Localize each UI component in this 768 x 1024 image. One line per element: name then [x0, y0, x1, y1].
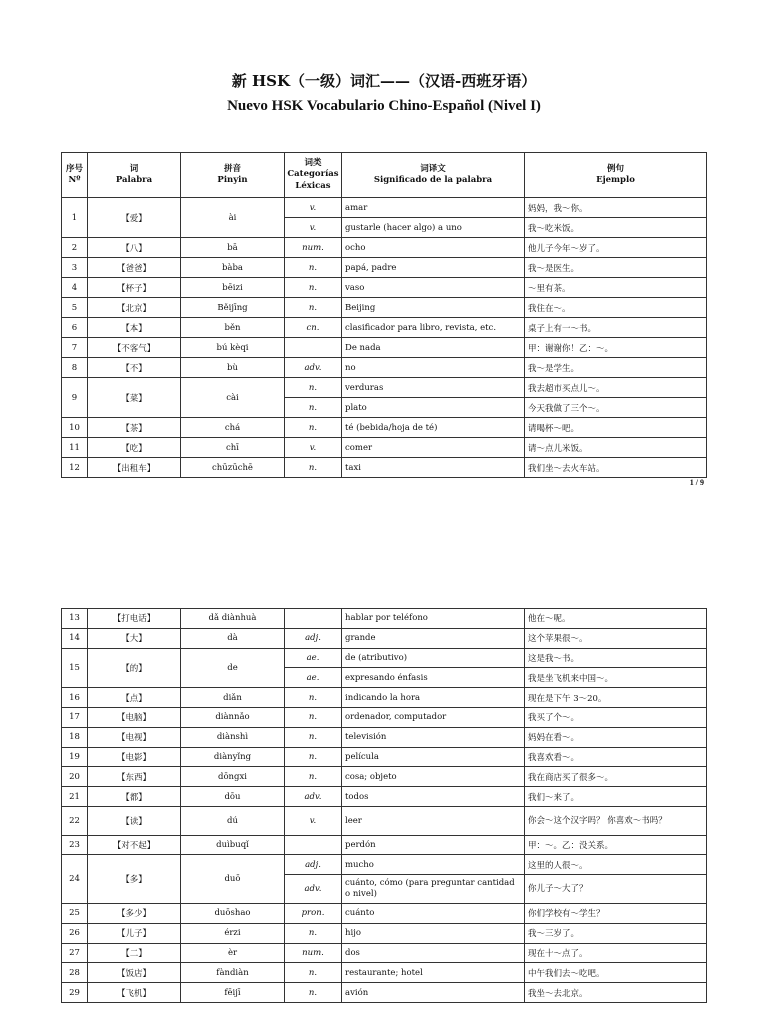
- entry-meaning: indicando la hora: [342, 688, 525, 708]
- entry-pinyin: èr: [181, 943, 285, 963]
- entry-number: 16: [62, 688, 88, 708]
- entry-meaning: leer: [342, 806, 525, 835]
- entry-meaning: de (atributivo): [342, 648, 525, 668]
- table-row: [62, 963, 707, 983]
- entry-category: adv.: [285, 787, 342, 807]
- entry-pinyin: bú kèqi: [181, 338, 285, 358]
- table-row: [62, 338, 707, 358]
- header-pinyin: 拼音 Pinyin: [181, 153, 285, 198]
- entry-meaning: mucho: [342, 855, 525, 875]
- entry-example: 我～三岁了。: [525, 923, 707, 943]
- document-title-chinese: 新 HSK（一级）词汇——（汉语-西班牙语）: [231, 72, 537, 90]
- entry-word: 【打电话】: [88, 609, 181, 629]
- table-row: [62, 358, 707, 378]
- entry-example: 我是坐飞机来中国～。: [525, 668, 707, 688]
- entry-meaning: televisión: [342, 727, 525, 747]
- entry-word: 【儿子】: [88, 923, 181, 943]
- entry-pinyin: diànshì: [181, 727, 285, 747]
- entry-meaning: taxi: [342, 458, 525, 478]
- entry-number: 2: [62, 238, 88, 258]
- entry-number: 7: [62, 338, 88, 358]
- entry-example: 他在～呢。: [525, 609, 707, 629]
- entry-number: 14: [62, 628, 88, 648]
- table-row: [62, 298, 707, 318]
- table-row: [62, 707, 707, 727]
- entry-example: 我去超市买点儿～。: [525, 378, 707, 398]
- entry-meaning: gustarle (hacer algo) a uno: [342, 218, 525, 238]
- entry-category: n.: [285, 983, 342, 1003]
- entry-pinyin: bēizi: [181, 278, 285, 298]
- entry-example: 中午我们去～吃吧。: [525, 963, 707, 983]
- entry-word: 【电影】: [88, 747, 181, 767]
- entry-word: 【电脑】: [88, 707, 181, 727]
- entry-word: 【本】: [88, 318, 181, 338]
- entry-number: 9: [62, 378, 88, 418]
- entry-meaning: cuánto, cómo (para preguntar cantidad o nivel): [342, 875, 525, 904]
- table-row: [62, 688, 707, 708]
- entry-category: n.: [285, 458, 342, 478]
- entry-example: 我坐～去北京。: [525, 983, 707, 1003]
- header-category: 词类 Categorías Léxicas: [285, 153, 342, 198]
- entry-number: 3: [62, 258, 88, 278]
- table-row: [62, 855, 707, 875]
- table-row: [62, 628, 707, 648]
- entry-category: num.: [285, 238, 342, 258]
- table-row: [62, 903, 707, 923]
- entry-example: 我喜欢看～。: [525, 747, 707, 767]
- entry-meaning: no: [342, 358, 525, 378]
- table-row: [62, 923, 707, 943]
- entry-category: n.: [285, 767, 342, 787]
- entry-meaning: té (bebida/hoja de té): [342, 418, 525, 438]
- entry-example: 这是我～书。: [525, 648, 707, 668]
- entry-pinyin: bàba: [181, 258, 285, 278]
- entry-meaning: hijo: [342, 923, 525, 943]
- entry-category: n.: [285, 258, 342, 278]
- entry-pinyin: dà: [181, 628, 285, 648]
- table-row: [62, 318, 707, 338]
- document-title-spanish: Nuevo HSK Vocabulario Chino-Español (Nivel I): [227, 98, 541, 114]
- entry-pinyin: cài: [181, 378, 285, 418]
- page-number: 1 / 9: [689, 478, 704, 487]
- entry-category: n.: [285, 688, 342, 708]
- entry-pinyin: Běijīng: [181, 298, 285, 318]
- entry-word: 【爸爸】: [88, 258, 181, 278]
- entry-number: 10: [62, 418, 88, 438]
- table-row: [62, 609, 707, 629]
- entry-number: 25: [62, 903, 88, 923]
- entry-category: n.: [285, 398, 342, 418]
- entry-category: n.: [285, 278, 342, 298]
- entry-pinyin: dōngxi: [181, 767, 285, 787]
- entry-pinyin: bā: [181, 238, 285, 258]
- entry-example: 我们坐～去火车站。: [525, 458, 707, 478]
- entry-category: pron.: [285, 903, 342, 923]
- entry-number: 18: [62, 727, 88, 747]
- entry-category: [285, 835, 342, 855]
- entry-example: 你们学校有～学生？: [525, 903, 707, 923]
- entry-category: v.: [285, 806, 342, 835]
- table-row: [62, 983, 707, 1003]
- entry-example: 桌子上有一～书。: [525, 318, 707, 338]
- entry-number: 28: [62, 963, 88, 983]
- entry-example: 甲：～。乙：没关系。: [525, 835, 707, 855]
- entry-pinyin: fēijī: [181, 983, 285, 1003]
- vocabulary-table-page-1: [61, 152, 707, 478]
- entry-pinyin: ài: [181, 198, 285, 238]
- entry-meaning: verduras: [342, 378, 525, 398]
- entry-category: [285, 338, 342, 358]
- entry-category: n.: [285, 747, 342, 767]
- entry-meaning: plato: [342, 398, 525, 418]
- entry-number: 23: [62, 835, 88, 855]
- entry-category: v.: [285, 218, 342, 238]
- entry-category: n.: [285, 418, 342, 438]
- entry-number: 27: [62, 943, 88, 963]
- entry-category: adj.: [285, 628, 342, 648]
- entry-number: 5: [62, 298, 88, 318]
- entry-word: 【杯子】: [88, 278, 181, 298]
- entry-word: 【多】: [88, 855, 181, 904]
- entry-category: adv.: [285, 875, 342, 904]
- entry-number: 4: [62, 278, 88, 298]
- entry-number: 22: [62, 806, 88, 835]
- entry-meaning: ordenador, computador: [342, 707, 525, 727]
- table-row: [62, 806, 707, 835]
- entry-meaning: cosa; objeto: [342, 767, 525, 787]
- entry-meaning: expresando énfasis: [342, 668, 525, 688]
- entry-category: ae.: [285, 668, 342, 688]
- header-number: 序号 Nº: [62, 153, 88, 198]
- entry-meaning: vaso: [342, 278, 525, 298]
- table-row: [62, 258, 707, 278]
- entry-example: 我们～来了。: [525, 787, 707, 807]
- entry-word: 【不客气】: [88, 338, 181, 358]
- entry-number: 29: [62, 983, 88, 1003]
- entry-meaning: amar: [342, 198, 525, 218]
- entry-category: v.: [285, 438, 342, 458]
- table-row: [62, 835, 707, 855]
- entry-meaning: clasificador para libro, revista, etc.: [342, 318, 525, 338]
- entry-pinyin: chá: [181, 418, 285, 438]
- entry-number: 8: [62, 358, 88, 378]
- table-row: [62, 648, 707, 668]
- entry-number: 6: [62, 318, 88, 338]
- entry-example: 我在商店买了很多～。: [525, 767, 707, 787]
- entry-category: [285, 609, 342, 629]
- header-example: 例句 Ejemplo: [525, 153, 707, 198]
- entry-example: 你儿子～大了？: [525, 875, 707, 904]
- entry-category: n.: [285, 923, 342, 943]
- entry-meaning: perdón: [342, 835, 525, 855]
- entry-word: 【点】: [88, 688, 181, 708]
- entry-example: ～里有茶。: [525, 278, 707, 298]
- entry-pinyin: diǎn: [181, 688, 285, 708]
- entry-pinyin: duō: [181, 855, 285, 904]
- table-row: [62, 278, 707, 298]
- entry-meaning: ocho: [342, 238, 525, 258]
- entry-pinyin: bù: [181, 358, 285, 378]
- entry-category: n.: [285, 963, 342, 983]
- entry-meaning: grande: [342, 628, 525, 648]
- entry-meaning: papá, padre: [342, 258, 525, 278]
- table-row: [62, 747, 707, 767]
- entry-word: 【飞机】: [88, 983, 181, 1003]
- entry-pinyin: běn: [181, 318, 285, 338]
- entry-category: n.: [285, 378, 342, 398]
- entry-number: 13: [62, 609, 88, 629]
- entry-category: ae.: [285, 648, 342, 668]
- entry-number: 24: [62, 855, 88, 904]
- entry-number: 20: [62, 767, 88, 787]
- entry-category: n.: [285, 727, 342, 747]
- entry-pinyin: diànnǎo: [181, 707, 285, 727]
- entry-word: 【对不起】: [88, 835, 181, 855]
- entry-word: 【东西】: [88, 767, 181, 787]
- header-word: 词 Palabra: [88, 153, 181, 198]
- entry-word: 【北京】: [88, 298, 181, 318]
- entry-category: adv.: [285, 358, 342, 378]
- entry-word: 【多少】: [88, 903, 181, 923]
- entry-meaning: cuánto: [342, 903, 525, 923]
- entry-word: 【都】: [88, 787, 181, 807]
- entry-pinyin: fàndiàn: [181, 963, 285, 983]
- table-row: [62, 418, 707, 438]
- entry-pinyin: chī: [181, 438, 285, 458]
- entry-category: n.: [285, 707, 342, 727]
- entry-number: 11: [62, 438, 88, 458]
- entry-example: 请～点儿米饭。: [525, 438, 707, 458]
- table-row: [62, 198, 707, 218]
- table-row: [62, 787, 707, 807]
- entry-category: adj.: [285, 855, 342, 875]
- entry-category: v.: [285, 198, 342, 218]
- entry-word: 【八】: [88, 238, 181, 258]
- table-row: [62, 458, 707, 478]
- table-row: [62, 727, 707, 747]
- entry-meaning: Beijing: [342, 298, 525, 318]
- entry-pinyin: duìbuqǐ: [181, 835, 285, 855]
- entry-number: 19: [62, 747, 88, 767]
- entry-pinyin: érzi: [181, 923, 285, 943]
- entry-word: 【饭店】: [88, 963, 181, 983]
- entry-pinyin: chūzūchē: [181, 458, 285, 478]
- entry-example: 我～是医生。: [525, 258, 707, 278]
- entry-word: 【电视】: [88, 727, 181, 747]
- entry-meaning: dos: [342, 943, 525, 963]
- entry-example: 现在十～点了。: [525, 943, 707, 963]
- entry-word: 【的】: [88, 648, 181, 688]
- entry-example: 我住在～。: [525, 298, 707, 318]
- table-row: [62, 767, 707, 787]
- entry-example: 现在是下午 3～20。: [525, 688, 707, 708]
- entry-example: 妈妈，我～你。: [525, 198, 707, 218]
- entry-meaning: avión: [342, 983, 525, 1003]
- table-row: [62, 438, 707, 458]
- entry-example: 我买了个～。: [525, 707, 707, 727]
- entry-example: 妈妈在看～。: [525, 727, 707, 747]
- entry-example: 请喝杯～吧。: [525, 418, 707, 438]
- entry-pinyin: de: [181, 648, 285, 688]
- entry-category: cn.: [285, 318, 342, 338]
- table-row: [62, 238, 707, 258]
- table-row: [62, 943, 707, 963]
- entry-pinyin: diànyǐng: [181, 747, 285, 767]
- entry-pinyin: dú: [181, 806, 285, 835]
- entry-number: 17: [62, 707, 88, 727]
- entry-word: 【吃】: [88, 438, 181, 458]
- entry-word: 【二】: [88, 943, 181, 963]
- entry-meaning: restaurante; hotel: [342, 963, 525, 983]
- table-header-row: [62, 153, 707, 198]
- entry-meaning: hablar por teléfono: [342, 609, 525, 629]
- entry-example: 你会～这个汉字吗？ 你喜欢～书吗？: [525, 806, 707, 835]
- vocabulary-table-page-2: [61, 608, 707, 1003]
- entry-meaning: De nada: [342, 338, 525, 358]
- entry-category: num.: [285, 943, 342, 963]
- entry-word: 【出租车】: [88, 458, 181, 478]
- entry-number: 15: [62, 648, 88, 688]
- entry-example: 甲：谢谢你！乙：～。: [525, 338, 707, 358]
- entry-meaning: todos: [342, 787, 525, 807]
- entry-example: 这里的人很～。: [525, 855, 707, 875]
- entry-example: 这个苹果很～。: [525, 628, 707, 648]
- entry-meaning: comer: [342, 438, 525, 458]
- entry-pinyin: dōu: [181, 787, 285, 807]
- entry-number: 12: [62, 458, 88, 478]
- entry-word: 【茶】: [88, 418, 181, 438]
- entry-word: 【爱】: [88, 198, 181, 238]
- entry-pinyin: dǎ diànhuà: [181, 609, 285, 629]
- entry-word: 【不】: [88, 358, 181, 378]
- entry-category: n.: [285, 298, 342, 318]
- entry-number: 1: [62, 198, 88, 238]
- entry-pinyin: duōshao: [181, 903, 285, 923]
- entry-word: 【菜】: [88, 378, 181, 418]
- entry-word: 【大】: [88, 628, 181, 648]
- table-row: [62, 378, 707, 398]
- entry-example: 我～是学生。: [525, 358, 707, 378]
- header-translation: 词译文 Significado de la palabra: [342, 153, 525, 198]
- entry-number: 26: [62, 923, 88, 943]
- entry-example: 他儿子今年～岁了。: [525, 238, 707, 258]
- entry-word: 【读】: [88, 806, 181, 835]
- entry-number: 21: [62, 787, 88, 807]
- entry-example: 今天我做了三个～。: [525, 398, 707, 418]
- entry-meaning: película: [342, 747, 525, 767]
- entry-example: 我～吃米饭。: [525, 218, 707, 238]
